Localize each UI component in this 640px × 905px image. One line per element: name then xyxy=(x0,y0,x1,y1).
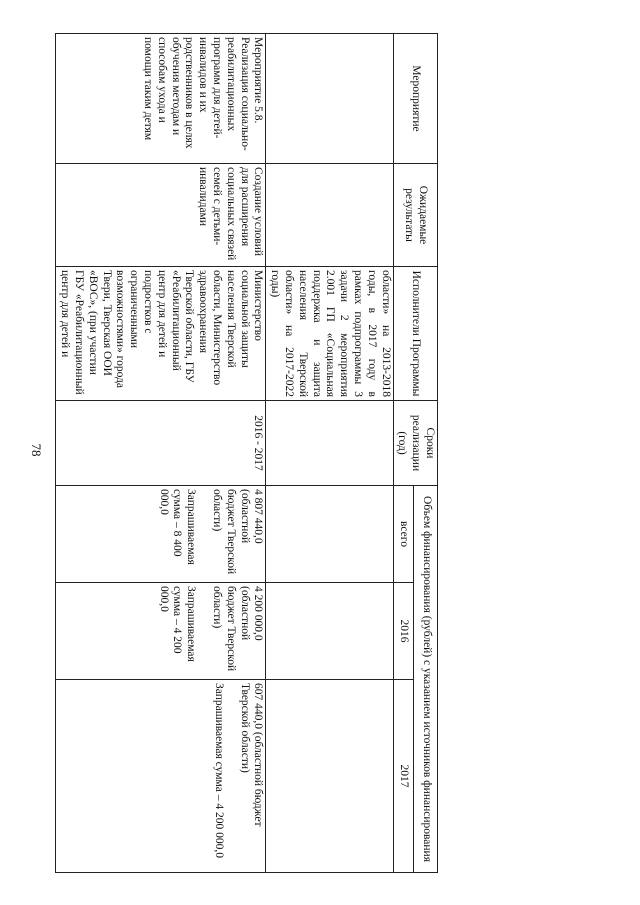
cell-executors: Министерство социальной защиты населения Тверской области, Министерство здравоохранения Тверской области, ГБУ «Реабилитационный центр для детей и подростков с ограниченными возможностями» города Твери, Тверская ООИ «ВОС», (при участии ГБУ «Реабилитационный центр для детей и xyxy=(56,267,266,401)
header-terms: Сроки реализации (год) xyxy=(393,401,437,486)
cell-2016 xyxy=(56,583,266,680)
header-measure: Мероприятие xyxy=(393,34,437,164)
header-executors: Исполнители Программы xyxy=(393,267,437,401)
continuation-row xyxy=(266,34,393,873)
header-row xyxy=(414,34,438,873)
cell-empty xyxy=(266,680,393,873)
cell-executors-continued: области» на 2013-2018 годы, в 2017 году в рамках подпрограммы 3 задачи 2 мероприятия 2.001 ГП «Социальная поддержка и защита населения Тверской области» на 2017-2022 годы) xyxy=(266,267,393,401)
amount-2017: 607 440,0 (областной бюджет Тверской области) xyxy=(238,683,265,827)
total-requested: Запрашиваемая сумма – 8 400 000,0 xyxy=(157,489,198,565)
cell-terms: 2016 - 2017 xyxy=(56,401,266,486)
header-results: Ожидаемые результаты xyxy=(393,164,437,267)
cell-empty xyxy=(266,164,393,267)
cell-empty xyxy=(266,401,393,486)
total-amount: 4 807 440,0 (областной бюджет Тверской области) xyxy=(211,489,265,575)
cell-total xyxy=(56,486,266,583)
funding-table xyxy=(55,33,438,873)
cell-empty xyxy=(266,583,393,680)
requested-2016: Запрашиваемая сумма – 4 200 000,0 xyxy=(157,586,198,662)
page-number: 78 xyxy=(29,443,44,457)
header-2016: 2016 xyxy=(393,583,414,680)
cell-measure: Мероприятие 5.8. Реализация социально-реабилитационных программ для детей-инвалидов и их родственников в целях обучения методам и способам ухода и помощи таким детям xyxy=(56,34,266,164)
requested-2017: Запрашиваемая сумма – 4 200 000,0 xyxy=(212,683,225,858)
header-funding: Объем финансирования (рублей) с указанием источников финансирования xyxy=(414,486,438,873)
amount-2016: 4 200 000,0 (областной бюджет Тверской области) xyxy=(211,586,265,672)
cell-empty xyxy=(266,486,393,583)
funding-table-wrapper xyxy=(59,33,438,872)
cell-empty xyxy=(266,34,393,164)
table-row xyxy=(56,34,266,873)
header-total: всего xyxy=(393,486,414,583)
header-2017: 2017 xyxy=(393,680,414,873)
cell-2017 xyxy=(56,680,266,873)
cell-results: Создание условий для расширения социальных связей семей с детьми-инвалидами xyxy=(56,164,266,267)
